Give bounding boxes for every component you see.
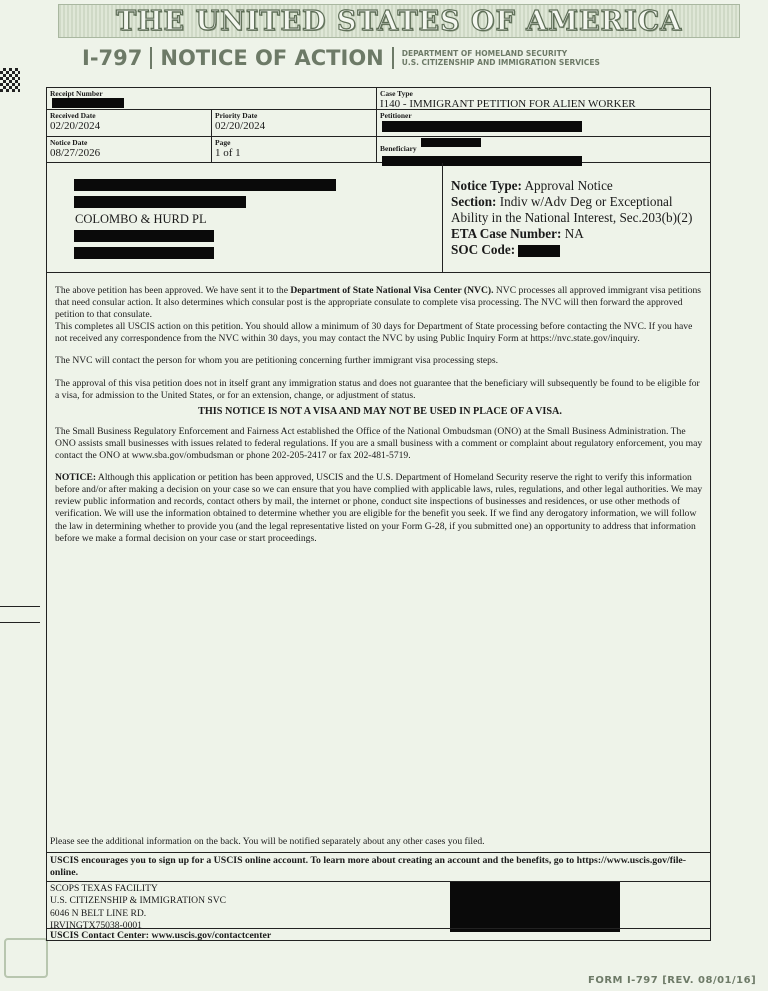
notice-bold-label: NOTICE:: [55, 472, 97, 484]
row-notice-beneficiary: [47, 137, 710, 163]
redacted-soc-code: [518, 245, 560, 257]
redacted-petitioner: [382, 121, 582, 132]
contact-center-line: USCIS Contact Center: www.uscis.gov/contactcenter: [47, 928, 710, 942]
priority-date-value: 02/20/2024: [215, 120, 266, 132]
header-divider: [150, 47, 152, 69]
redacted-beneficiary-part: [421, 138, 481, 147]
barcode-icon: [0, 68, 20, 92]
petitioner-cell: [377, 110, 710, 136]
section-value-line-2: Ability in the National Interest, Sec.203(b)(2): [451, 210, 693, 225]
facility-line-1: SCOPS TEXAS FACILITY: [50, 883, 158, 894]
paragraph-nvc-contact: The NVC will contact the person for whom you are petitioning concerning further immigrant visa processing steps.: [55, 355, 499, 367]
paragraph-nvc-text-a: The above petition has been approved. We have sent it to the: [55, 285, 291, 296]
additional-info-line: Please see the additional information on the back. You will be notified separately about any other cases you filed.: [50, 836, 485, 847]
notice-type-value: Approval Notice: [524, 178, 613, 193]
received-date-label: Received Date: [50, 111, 96, 120]
redacted-receipt-number: [52, 98, 124, 108]
paragraph-ombudsman: The Small Business Regulatory Enforcement and Fairness Act established the Office of the National Ombudsman (ONO) at the Small Business Administration. The ONO assists small businesses with issues related to federal regulations. If you are a small business with a comment or complaint about regulatory enforcement, you may contact the ONO at www.sba.gov/ombudsman or phone 202-205-2417 or fax 202-481-5719.: [55, 425, 703, 462]
section-value-line-1: Indiv w/Adv Deg or Exceptional: [499, 194, 673, 209]
page-cell: [212, 137, 377, 162]
facility-line-4: IRVINGTX75038-0001: [50, 919, 142, 931]
row-dates-petitioner: [47, 110, 710, 137]
banner: [58, 4, 740, 38]
notice-info: [451, 178, 692, 258]
paragraph-approval: The approval of this visa petition does not in itself grant any immigration status and does not guarantee that the beneficiary will subsequently be found to be eligible for a visa, for admission to the United States, or for an extension, change, or adjustment of status.: [55, 377, 700, 401]
department-line-2: U.S. CITIZENSHIP AND IMMIGRATION SERVICES: [401, 58, 600, 67]
notice-type-label: Notice Type:: [451, 178, 522, 193]
notice-type-line: [451, 178, 692, 194]
department-line-1: DEPARTMENT OF HOMELAND SECURITY: [401, 49, 568, 58]
page-label: Page: [215, 138, 231, 147]
received-date-value: 02/20/2024: [50, 120, 101, 132]
paragraph-uscis-action: This completes all USCIS action on this petition. You should allow a minimum of 30 days for Department of State processing before contacting the NVC. If you have not received any correspondence from the NVC within 30 days, you may contact the NVC by using Public Inquiry Form at https://nvc.state.gov/inquiry.: [55, 321, 693, 345]
facility-address: [50, 883, 226, 932]
petitioner-label: Petitioner: [380, 111, 412, 120]
eta-line: [451, 226, 692, 242]
paragraph-notice: [55, 472, 705, 545]
receipt-number-cell: [47, 88, 377, 109]
paragraph-nvc-text-b: NVC processes all approved immigrant visa petitions that need consular action. It also determines which consular post is the appropriate consulate to complete visa processing. The NVC will then forward the approved petition to that consulate.: [55, 285, 702, 321]
form-number: I-797: [82, 46, 143, 70]
redacted-street-address: [74, 230, 214, 242]
page-value: 1 of 1: [215, 147, 241, 159]
paragraph-nvc: [55, 285, 705, 321]
receipt-number-label: Receipt Number: [50, 89, 103, 98]
eta-label: ETA Case Number:: [451, 226, 562, 241]
priority-date-label: Priority Date: [215, 111, 258, 120]
case-type-label: Case Type: [380, 89, 413, 98]
margin-mark: [0, 606, 40, 607]
redacted-city-state: [74, 247, 214, 259]
beneficiary-cell: [377, 137, 710, 162]
paragraph-nvc-bold: Department of State National Visa Center (NVC).: [290, 285, 494, 296]
notice-body: [55, 285, 705, 555]
received-date-cell: [47, 110, 212, 136]
notice-paragraph-text: Although this application or petition has been approved, USCIS and the U.S. Department of Homeland Security reserve the right to verify this information before and/or after making a decision on your case so we can ensure that you have complied with applicable laws, rules, regulations, and other legal authorities. We may review public information and records, contact others by mail, the internet or phone, conduct site inspections of businesses and residences, or use other methods of verification. We will use the information obtained to determine whether you are eligible for the benefit you seek. If we find any derogatory information, we will follow the law in determining whether to provide you (and the legal representative listed on your Form G-28, if you submitted one) an opportunity to address that information before we make a formal decision on your case or start proceedings.: [55, 472, 703, 544]
soc-label: SOC Code:: [451, 242, 516, 257]
case-type-cell: [377, 88, 710, 109]
notice-header: [82, 44, 600, 72]
notice-date-cell: [47, 137, 212, 162]
row-receipt-case: [47, 88, 710, 110]
seal-icon: [4, 938, 48, 978]
priority-date-cell: [212, 110, 377, 136]
notice-document: [46, 87, 711, 941]
notice-date-label: Notice Date: [50, 138, 88, 147]
online-account-line: USCIS encourages you to sign up for a USCIS online account. To learn more about creating an account and the benefits, go to https://www.uscis.gov/file-online.: [47, 853, 710, 882]
notice-date-value: 08/27/2026: [50, 147, 101, 159]
case-type-value: I140 - IMMIGRANT PETITION FOR ALIEN WORKER: [380, 98, 636, 110]
redacted-barcode-block: [450, 882, 620, 932]
form-revision: FORM I-797 [REV. 08/01/16]: [588, 975, 757, 986]
notice-title: NOTICE OF ACTION: [160, 46, 384, 70]
footer-box: [47, 852, 710, 943]
section-line: [451, 194, 692, 210]
redacted-attorney-line: [74, 196, 246, 208]
facility-line-2: U.S. CITIZENSHIP & IMMIGRATION SVC: [50, 895, 227, 907]
margin-mark: [0, 622, 40, 623]
visa-warning: THIS NOTICE IS NOT A VISA AND MAY NOT BE USED IN PLACE OF A VISA.: [198, 405, 562, 417]
beneficiary-label: Beneficiary: [380, 144, 417, 153]
banner-title: THE UNITED STATES OF AMERICA: [115, 5, 683, 37]
section-label: Section:: [451, 194, 497, 209]
header-divider-2: [392, 47, 394, 69]
address-cell: [47, 163, 443, 272]
firm-name: COLOMBO & HURD PL: [75, 212, 207, 226]
redacted-attorney-name: [74, 179, 336, 191]
soc-line: [451, 242, 692, 258]
eta-value: NA: [564, 226, 584, 241]
department-name: [402, 49, 600, 67]
facility-line-3: 6046 N BELT LINE RD.: [50, 907, 147, 919]
